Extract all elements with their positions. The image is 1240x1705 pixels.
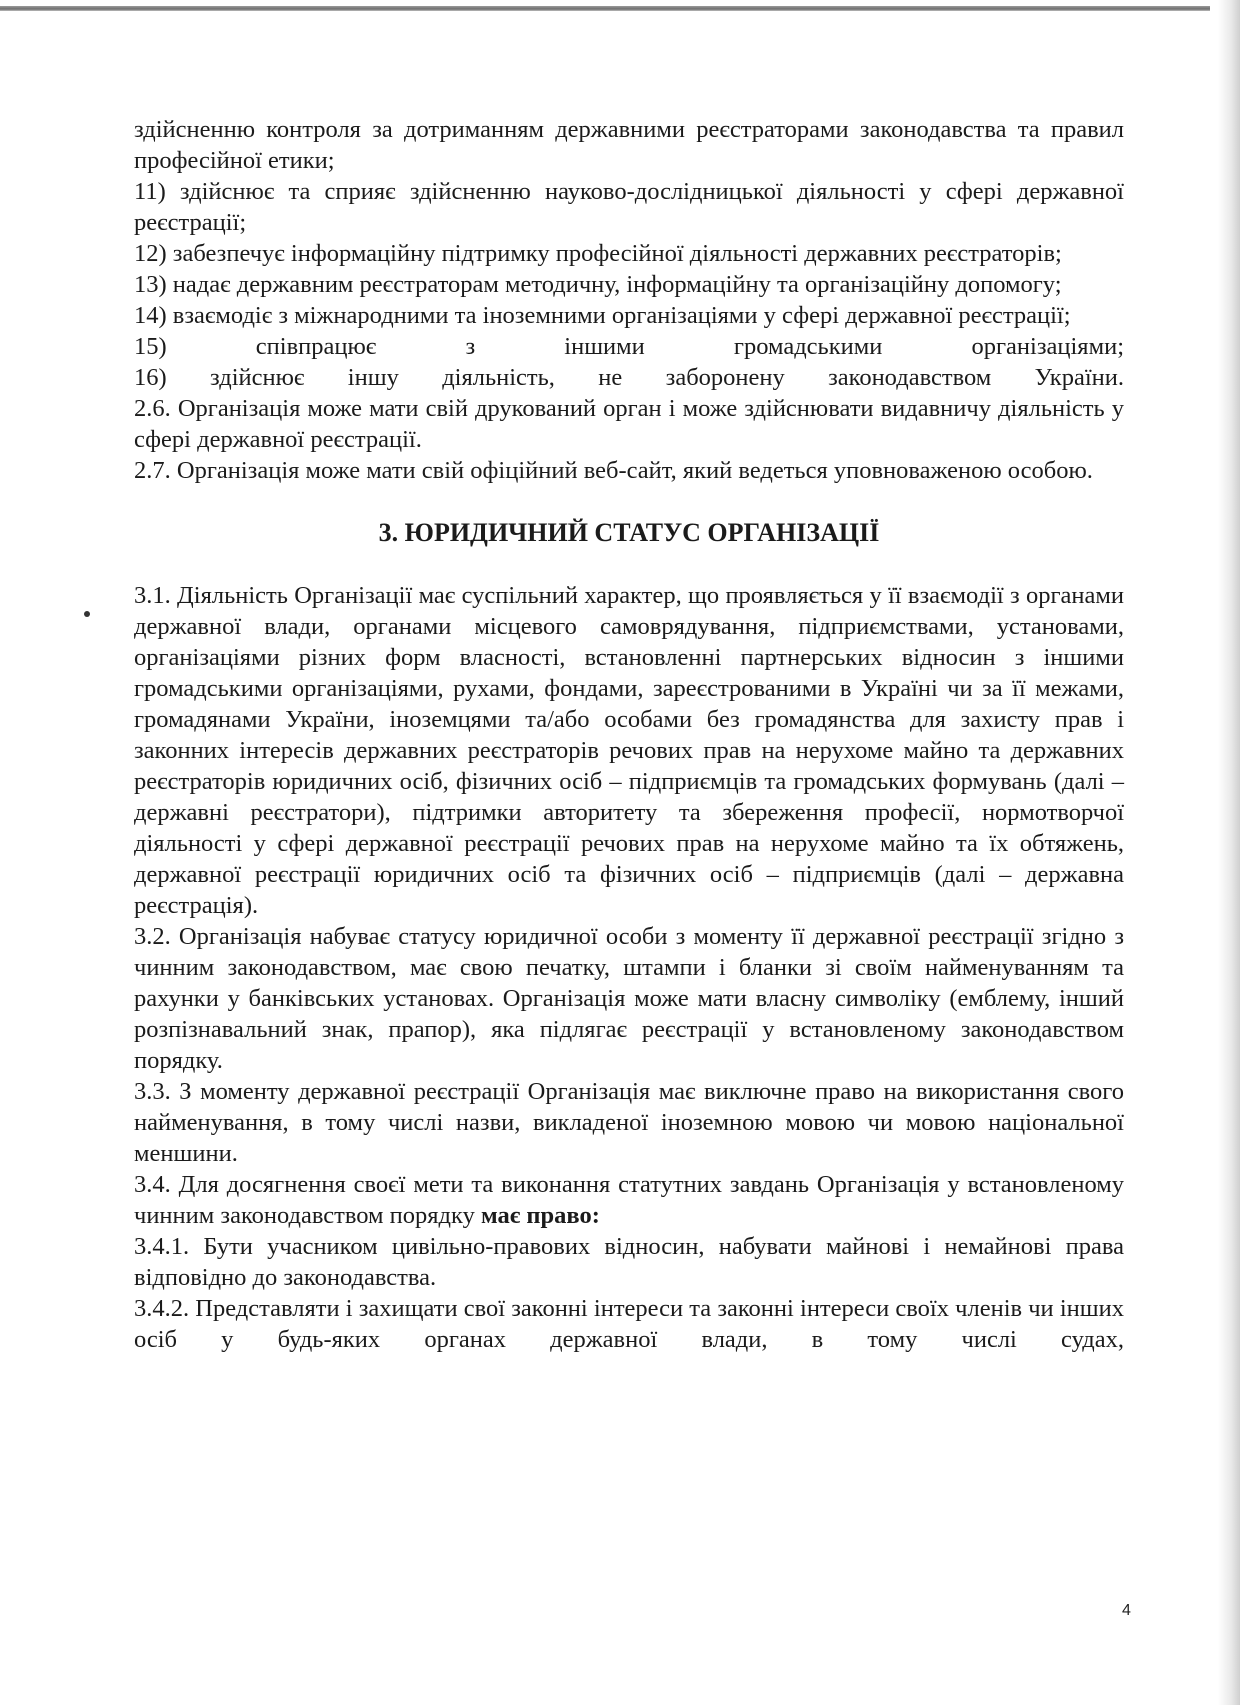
paragraph-item-16: 16) здійснює іншу діяльність, не заборонену законодавством України. [134,364,1124,391]
paragraph-3-4-bold: має право: [480,1202,600,1229]
paragraph-10-continued: здійсненню контроля за дотриманням державними реєстраторами законодавства та правил професійної етики; [134,116,1124,174]
paragraph-3-4-1: 3.4.1. Бути учасником цивільно-правових відносин, набувати майнові і немайнові права відповідно до законодавства. [134,1233,1124,1291]
scan-right-edge [1218,0,1240,1705]
paragraph-item-15: 15) співпрацює з іншими громадськими організаціями; [134,333,1124,360]
paragraph-item-13: 13) надає державним реєстраторам методичну, інформаційну та організаційну допомогу; [134,271,1062,298]
section-heading: 3. ЮРИДИЧНИЙ СТАТУС ОРГАНІЗАЦІЇ [378,518,880,547]
scan-speck [84,611,90,617]
page-body [134,114,1124,1355]
paragraph-3-4-2: 3.4.2. Представляти і захищати свої законні інтереси та законні інтереси своїх членів чи інших осіб у будь-яких органах державної влади, в тому числі судах, [134,1295,1124,1353]
paragraph-2-6: 2.6. Організація може мати свій друкований орган і може здійснювати видавничу діяльність у сфері державної реєстрації. [134,395,1124,453]
scan-top-edge [0,6,1210,11]
page-number: 4 [1122,1602,1131,1619]
paragraph-3-3: 3.3. З моменту державної реєстрації Організація має виключне право на використання свого найменування, в тому числі назви, викладеної іноземною мовою чи мовою національної меншини. [134,1078,1124,1167]
paragraph-3-1: 3.1. Діяльність Організації має суспільний характер, що проявляється у її взаємодії з органами державної влади, органами місцевого самоврядування, підприємствами, установами, організаціями різних форм власності, встановленні партнерських відносин з іншими громадськими організаціями, рухами, фондами, зареєстрованими в Україні чи за її межами, громадянами України, іноземцями та/або особами без громадянства для захисту прав і законних інтересів державних реєстраторів речових прав на нерухоме майно та державних реєстраторів юридичних осіб, фізичних осіб – підприємців та громадських формувань (далі – державні реєстратори), підтримки авторитету та збереження професії, нормотворчої діяльності у сфері державної реєстрації речових прав на нерухоме майно та їх обтяжень, державної реєстрації юридичних осіб та фізичних осіб – підприємців (далі – державна реєстрація). [134,582,1124,919]
paragraph-3-4-text: 3.4. Для досягнення своєї мети та виконання статутних завдань Організація у встановленому чинним законодавством порядку [134,1171,1124,1229]
paragraph-item-14: 14) взаємодіє з міжнародними та іноземними організаціями у сфері державної реєстрації; [134,302,1071,329]
paragraph-item-12: 12) забезпечує інформаційну підтримку професійної діяльності державних реєстраторів; [134,240,1062,267]
paragraph-3-4 [134,1169,1124,1231]
paragraph-3-2: 3.2. Організація набуває статусу юридичної особи з моменту її державної реєстрації згідно з чинним законодавством, має свою печатку, штампи і бланки зі своїм найменуванням та рахунки у банківських установах. Організація може мати власну символіку (емблему, інший розпізнавальний знак, прапор), яка підлягає реєстрації у встановленому законодавством порядку. [134,923,1124,1074]
paragraph-2-7: 2.7. Організація може мати свій офіційний веб-сайт, який ведеться уповноваженою особою. [134,457,1093,484]
paragraph-item-11: 11) здійснює та сприяє здійсненню науково-дослідницької діяльності у сфері державної реєстрації; [134,178,1124,236]
